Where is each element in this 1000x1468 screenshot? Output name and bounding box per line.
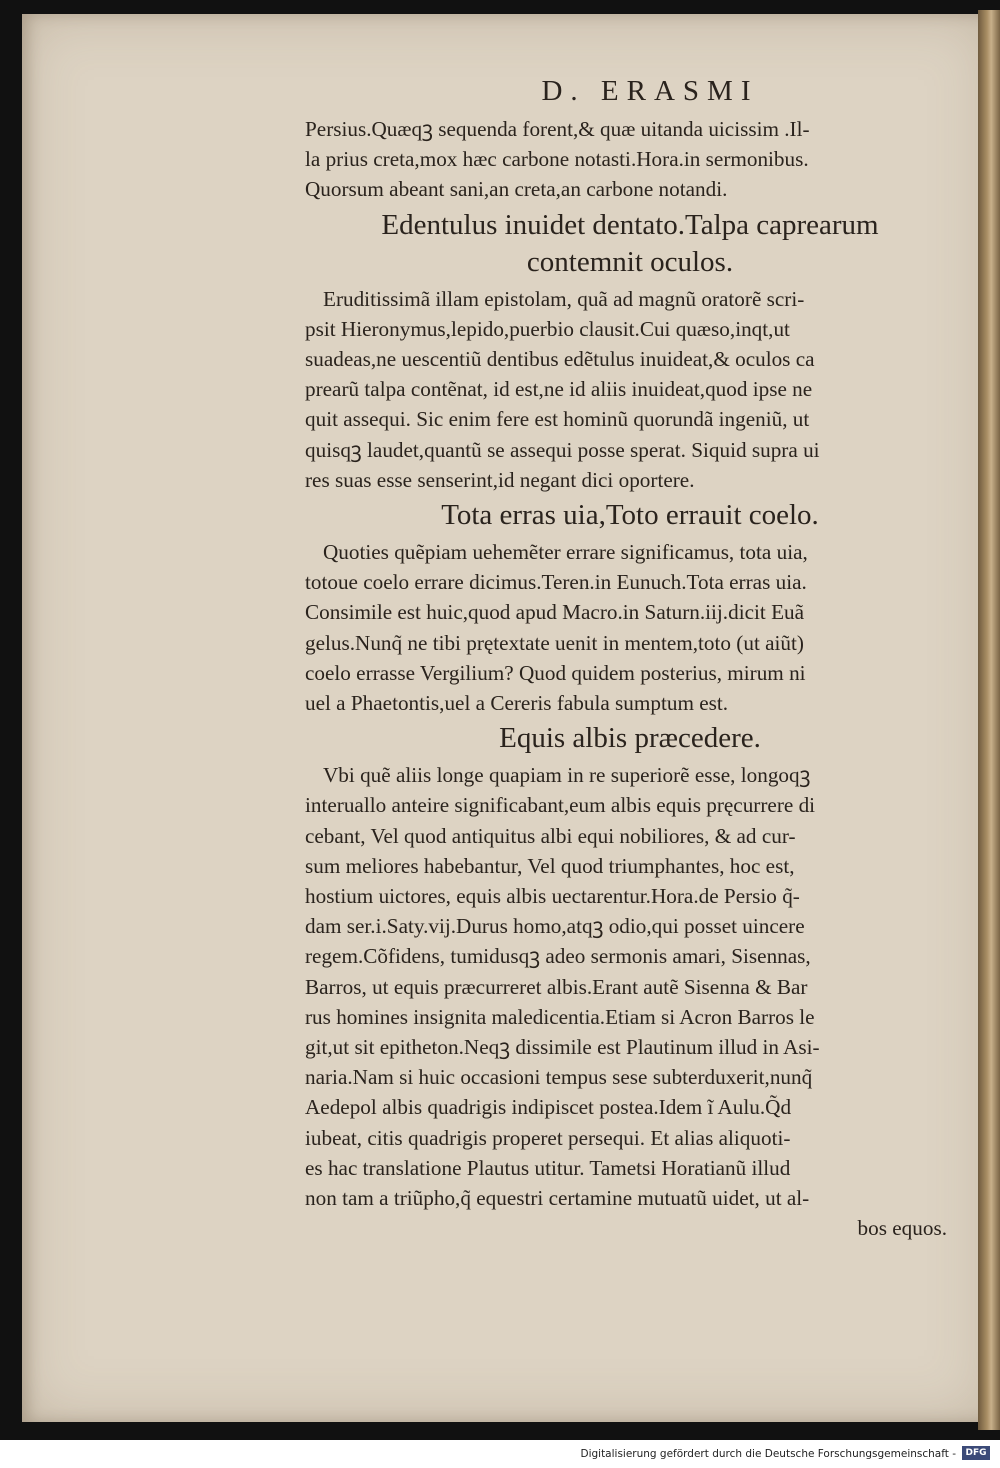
text-line: regem.Cõfidens, tumidusqꝫ adeo sermonis amari, Sisennas,: [305, 944, 811, 969]
heading-line: Equis albis præcedere.: [499, 722, 761, 755]
text-line: iubeat, citis quadrigis properet persequi. Et alias aliquoti-: [305, 1125, 791, 1150]
section-heading: [305, 207, 955, 281]
text-line: psit Hieronymus,lepido,puerbio clausit.Cui quæso,inqt,ut: [305, 316, 790, 341]
text-line: Aedepol albis quadrigis indipiscet postea.Idem ĩ Aulu.Q̃d: [305, 1095, 792, 1120]
section-heading: [305, 497, 955, 534]
text-line: quit assequi. Sic enim fere est hominũ quorundã ingeniũ, ut: [305, 407, 810, 432]
digitization-footer: [0, 1440, 1000, 1468]
dfg-logo: DFG: [962, 1446, 990, 1460]
text-line: coelo errasse Vergilium? Quod quidem posterius, mirum ni: [305, 660, 806, 685]
text-line: sum meliores habebantur, Vel quod triumphantes, hoc est,: [305, 853, 795, 878]
heading-line: Edentulus inuidet dentato.Talpa caprearum: [381, 208, 879, 241]
text-line: totoue coelo errare dicimus.Teren.in Eunuch.Tota erras uia.: [305, 570, 807, 595]
text-line: Quoties quẽpiam uehemẽter errare significamus, tota uia,: [323, 540, 808, 565]
page-text: [305, 75, 955, 1244]
text-line: rus homines insignita maledicentia.Etiam si Acron Barros le: [305, 1004, 815, 1029]
text-line: non tam a triũpho,q̃ equestri certamine mutuatũ uidet, ut al-: [305, 1186, 810, 1211]
text-line: hostium uictores, equis albis uectarentur.Hora.de Persio q̃-: [305, 884, 800, 909]
paragraph: [305, 114, 955, 205]
paragraph: [305, 760, 955, 1243]
text-line: Consimile est huic,quod apud Macro.in Saturn.iij.dicit Euã: [305, 600, 805, 625]
heading-line: contemnit oculos.: [526, 245, 734, 278]
text-line: prearũ talpa contẽnat, id est,ne id aliis inuideat,quod ipse ne: [305, 377, 813, 402]
funding-notice: Digitalisierung gefördert durch die Deutsche Forschungsgemeinschaft -: [580, 1448, 956, 1460]
text-line: cebant, Vel quod antiquitus albi equi nobiliores, & ad cur-: [305, 823, 796, 848]
section-heading: [305, 720, 955, 757]
text-line: res suas esse senserint,id negant dici oportere.: [305, 467, 695, 492]
text-line: Vbi quẽ aliis longe quapiam in re superiorẽ esse, longoqꝫ: [323, 763, 811, 788]
paragraph: [305, 284, 955, 495]
text-line: Persius.Quæqꝫ sequenda forent,& quæ uitanda uicissim .Il-: [305, 117, 810, 141]
heading-line: Tota erras uia,Toto errauit coelo.: [441, 499, 819, 532]
text-line: Barros, ut equis præcurreret albis.Erant autẽ Sisenna & Bar: [305, 974, 808, 999]
text-line: naria.Nam si huic occasioni tempus sese subterduxerit,nunq̃: [305, 1065, 813, 1090]
text-line: dam ser.i.Saty.vij.Durus homo,atqꝫ odio,qui posset uincere: [305, 914, 805, 939]
text-line: Eruditissimã illam epistolam, quã ad magnũ oratorẽ scri-: [323, 286, 805, 311]
catchword: bos equos.: [857, 1216, 947, 1241]
text-line: la prius creta,mox hæc carbone notasti.Hora.in sermonibus.: [305, 147, 809, 172]
running-head: D. ERASMI: [541, 75, 759, 107]
text-line: suadeas,ne uescentiũ dentibus edẽtulus inuideat,& oculos ca: [305, 347, 815, 372]
text-line: interuallo anteire significabant,eum albis equis pręcurrere di: [305, 793, 816, 818]
text-line: es hac translatione Plautus utitur. Tametsi Horatianũ illud: [305, 1155, 791, 1180]
text-line: quisqꝫ laudet,quantũ se assequi posse sperat. Siquid supra ui: [305, 437, 820, 462]
text-line: Quorsum abeant sani,an creta,an carbone notandi.: [305, 177, 728, 202]
text-line: uel a Phaetontis,uel a Cereris fabula sumptum est.: [305, 691, 729, 716]
text-line: git,ut sit epitheton.Neqꝫ dissimile est Plautinum illud in Asi-: [305, 1035, 820, 1060]
text-line: gelus.Nunq̃ ne tibi prętextate uenit in mentem,toto (ut aiũt): [305, 630, 804, 655]
paragraph: [305, 537, 955, 718]
book-binding-edge: [978, 10, 1000, 1430]
